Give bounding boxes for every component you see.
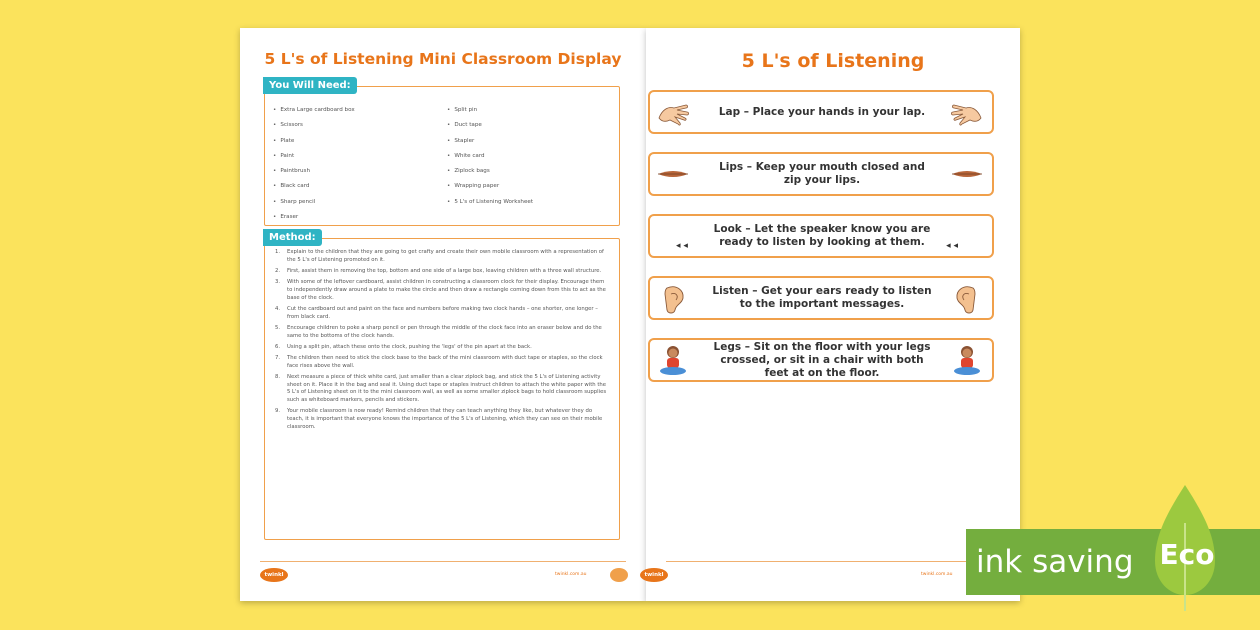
material-item: • Stapler	[447, 134, 533, 149]
step-text: With some of the leftover cardboard, assist children in constructing a classroom clock for their display. Encourage them to independently draw around a plate to make the circle and then draw a rectangle coming down from this to act as the base of the clock.	[287, 279, 606, 301]
footer-divider	[260, 561, 626, 562]
look-text: Look – Let the speaker know you are ready to listen by looking at them.	[713, 223, 931, 248]
material-item: • Paintbrush	[273, 164, 355, 179]
material-item: • White card	[447, 149, 533, 164]
twinkl-logo: twinkl	[260, 568, 288, 582]
legs-text: Legs – Sit on the floor with your legs crossed, or sit in a chair with both feet at on the floor.	[713, 340, 931, 379]
material-item: • Split pin	[447, 103, 533, 118]
child-sitting-icon	[950, 344, 984, 378]
step-text: Using a split pin, attach these onto the clock, pushing the 'legs' of the pin apart at the back.	[287, 343, 532, 350]
step-number: 6.	[275, 343, 281, 350]
method-panel	[264, 232, 620, 540]
method-step	[273, 408, 609, 431]
lap-text: Lap – Place your hands in your lap.	[718, 105, 926, 118]
twinkl-mark-icon	[610, 568, 628, 582]
listening-item-look	[648, 214, 994, 258]
step-text: Next measure a piece of thick white card, just smaller than a clear ziplock bag, and stick the 5 L's of Listening activity sheet on it. Place it in the bag and seal it. Using duct tape or staples instruct children to attach the white paper with the 5 L's of Listening sheet on it to the mini classroom wall, as well as some smaller ziplock bags to hold classroom supplies such as whiteboard markers, pencils and stickers.	[287, 374, 607, 404]
listening-item-legs	[648, 338, 994, 382]
ink-saving-label: ink saving	[976, 544, 1134, 580]
hand-icon	[656, 96, 690, 130]
step-text: The children then need to stick the clock base to the back of the mini classroom with duct tape or staples, so the clock face rises above the wall.	[287, 355, 603, 369]
step-text: Cut the cardboard out and paint on the face and numbers before making two clock hands – one shorter, one longer – from black card.	[287, 305, 598, 320]
method-step	[273, 325, 609, 340]
material-item: • Duct tape	[447, 118, 533, 133]
you-will-need-label: You Will Need:	[263, 77, 357, 94]
material-item: • Eraser	[273, 210, 355, 225]
method-step	[273, 374, 609, 404]
twinkl-logo: twinkl	[640, 568, 668, 582]
eyes-icon: ◂ ◂	[676, 241, 688, 251]
listening-item-lap	[648, 90, 994, 134]
lips-icon	[656, 158, 690, 192]
listen-text: Listen – Get your ears ready to listen to the important messages.	[712, 285, 932, 310]
step-number: 3.	[275, 279, 281, 286]
material-item: • Black card	[273, 179, 355, 194]
material-item: • Wrapping paper	[447, 179, 533, 194]
footer-url: twinkl.com.au	[555, 572, 587, 577]
method-step	[273, 344, 609, 352]
method-steps	[273, 249, 609, 435]
you-will-need-panel	[264, 80, 620, 226]
lips-icon	[950, 158, 984, 192]
worksheet-page-poster	[646, 28, 1020, 601]
material-item: • Paint	[273, 149, 355, 164]
method-step	[273, 306, 609, 321]
method-step	[273, 268, 609, 276]
step-number: 1.	[275, 249, 281, 255]
step-text: Your mobile classroom is now ready! Remind children that they can teach anything they like, but whatever they do teach, it is important that everyone knows the importance of the 5 L's of Listening, which they can see on their mobile classroom.	[287, 408, 603, 430]
material-item: • Extra Large cardboard box	[273, 103, 355, 118]
method-label: Method:	[263, 229, 322, 246]
hand-icon	[950, 96, 984, 130]
worksheet-page-instructions	[240, 28, 646, 601]
step-number: 8.	[275, 374, 281, 381]
page-title: 5 L's of Listening Mini Classroom Display	[264, 50, 622, 68]
child-sitting-icon	[656, 344, 690, 378]
materials-list-column-2	[447, 103, 533, 210]
footer-divider	[666, 561, 1000, 562]
method-step	[273, 249, 609, 264]
material-item: • Ziplock bags	[447, 164, 533, 179]
footer-url: twinkl.com.au	[921, 572, 953, 577]
lips-text: Lips – Keep your mouth closed and zip your lips.	[719, 161, 925, 186]
step-text: Explain to the children that they are going to get crafty and create their own mobile classroom with a representation of the 5 L's of Listening promoted on it.	[287, 249, 604, 263]
material-item: • Plate	[273, 134, 355, 149]
material-item: • Sharp pencil	[273, 195, 355, 210]
ear-icon	[656, 282, 690, 316]
ear-icon	[950, 282, 984, 316]
step-number: 7.	[275, 355, 281, 362]
materials-list-column-1	[273, 103, 355, 225]
step-text: Encourage children to poke a sharp pencil or pen through the middle of the clock face into an eraser below and do the same to the bottoms of the clock hands.	[287, 324, 602, 339]
listening-item-listen	[648, 276, 994, 320]
material-item: • Scissors	[273, 118, 355, 133]
step-number: 5.	[275, 324, 281, 331]
listening-item-lips	[648, 152, 994, 196]
method-step	[273, 279, 609, 302]
poster-title: 5 L's of Listening	[741, 50, 925, 72]
step-number: 9.	[275, 408, 281, 415]
step-text: First, assist them in removing the top, bottom and one side of a large box, leaving children with a three wall structure.	[287, 267, 602, 274]
eco-label: Eco	[1159, 538, 1215, 571]
eyes-icon: ◂ ◂	[946, 241, 958, 251]
step-number: 2.	[275, 267, 281, 274]
step-number: 4.	[275, 305, 281, 312]
method-step	[273, 355, 609, 370]
material-item: • 5 L's of Listening Worksheet	[447, 195, 533, 210]
